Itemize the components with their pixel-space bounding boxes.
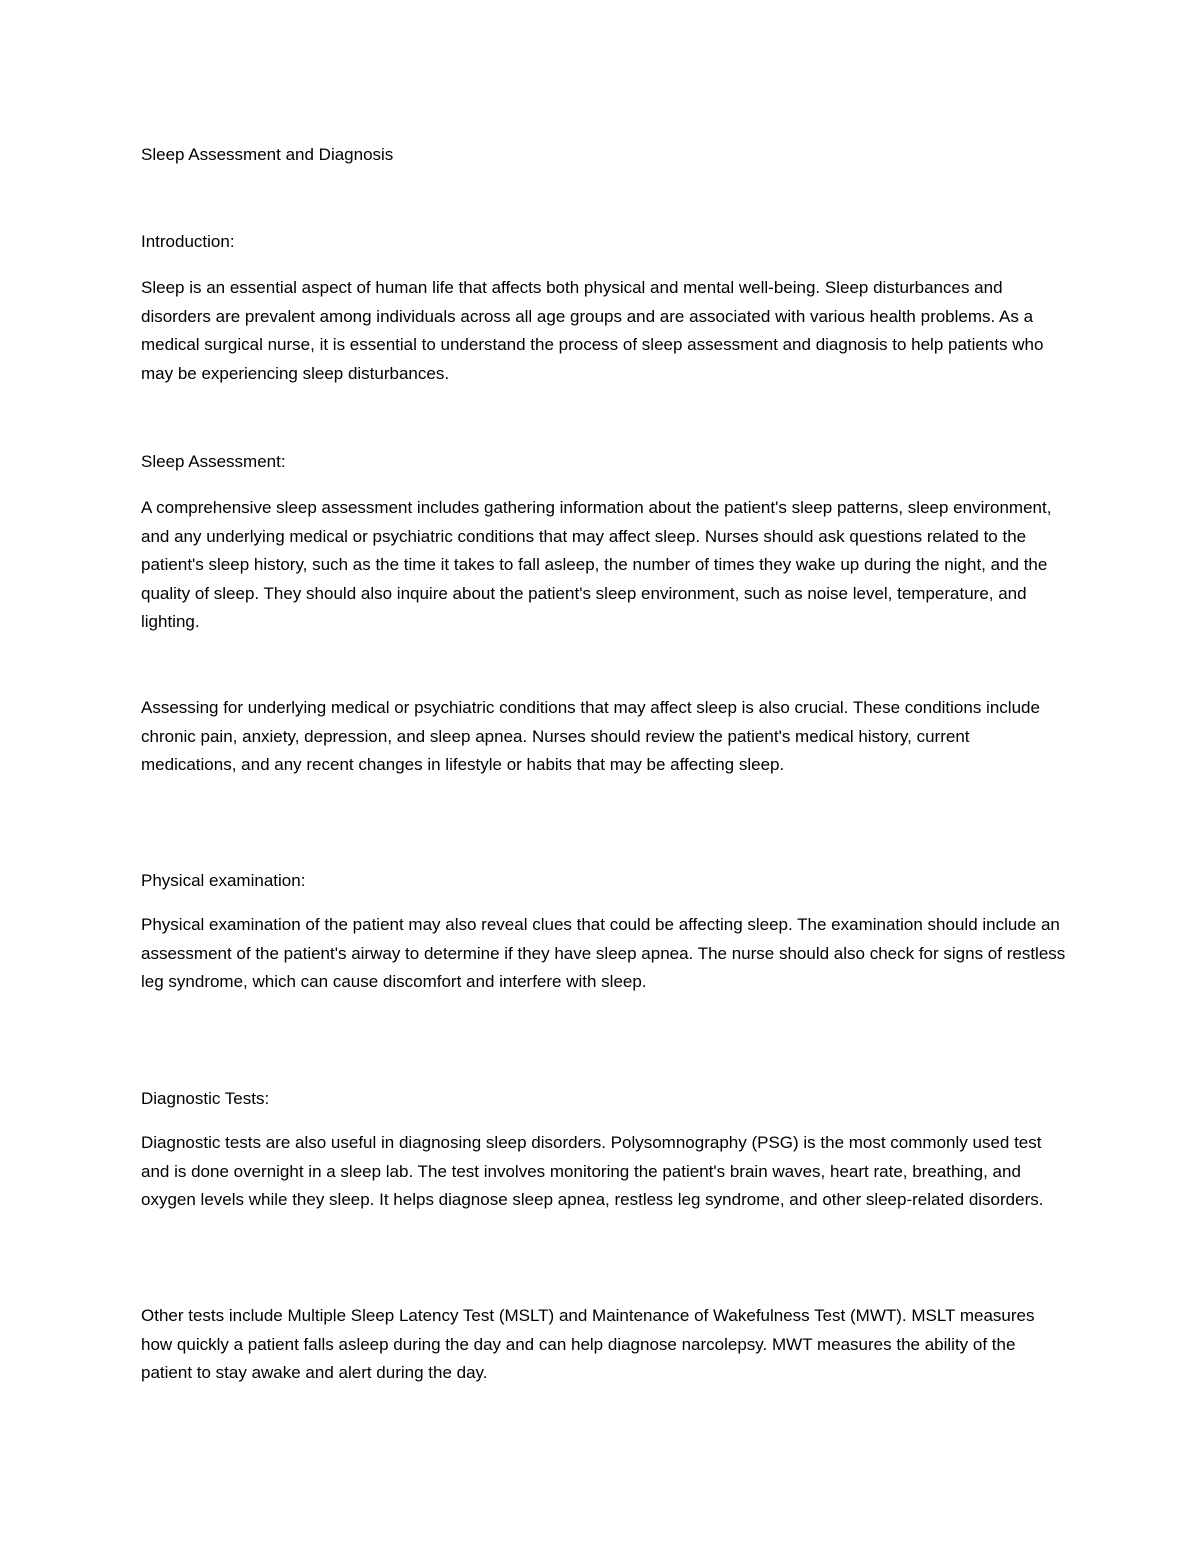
sleep-assessment-paragraph-1: A comprehensive sleep assessment includes gathering information about the patient's sleep patterns, sleep environment, and any underlying medical or psychiatric conditions that may affect sleep. Nurses should ask questions related to the patient's sleep history, such as the time it takes to fall asleep, the number of times they wake up during the night, and the quality of sleep. They should also inquire about the patient's sleep environment, such as noise level, temperature, and lighting. [141,498,1052,631]
document-title: Sleep Assessment and Diagnosis [141,145,394,164]
sleep-assessment-heading: Sleep Assessment: [141,452,286,471]
sleep-assessment-paragraph-2: Assessing for underlying medical or psychiatric conditions that may affect sleep is also crucial. These conditions include chronic pain, anxiety, depression, and sleep apnea. Nurses should review the patient's medical history, current medications, and any recent changes in lifestyle or habits that may be affecting sleep. [141,698,1040,774]
physical-examination-paragraph: Physical examination of the patient may also reveal clues that could be affecting sleep. The examination should include an assessment of the patient's airway to determine if they have sleep apnea. The nurse should also check for signs of restless leg syndrome, which can cause discomfort and interfere with sleep. [141,915,1066,991]
introduction-heading: Introduction: [141,232,235,251]
diagnostic-tests-heading: Diagnostic Tests: [141,1089,270,1108]
diagnostic-tests-paragraph-1: Diagnostic tests are also useful in diagnosing sleep disorders. Polysomnography (PSG) is the most commonly used test and is done overnight in a sleep lab. The test involves monitoring the patient's brain waves, heart rate, breathing, and oxygen levels while they sleep. It helps diagnose sleep apnea, restless leg syndrome, and other sleep-related disorders. [141,1133,1044,1209]
introduction-paragraph: Sleep is an essential aspect of human life that affects both physical and mental well-being. Sleep disturbances and disorders are prevalent among individuals across all age groups and are associated with various health problems. As a medical surgical nurse, it is essential to understand the process of sleep assessment and diagnosis to help patients who may be experiencing sleep disturbances. [141,278,1044,383]
physical-examination-heading: Physical examination: [141,871,306,890]
diagnostic-tests-paragraph-2: Other tests include Multiple Sleep Latency Test (MSLT) and Maintenance of Wakefulness Test (MWT). MSLT measures how quickly a patient falls asleep during the day and can help diagnose narcolepsy. MWT measures the ability of the patient to stay awake and alert during the day. [141,1306,1035,1382]
